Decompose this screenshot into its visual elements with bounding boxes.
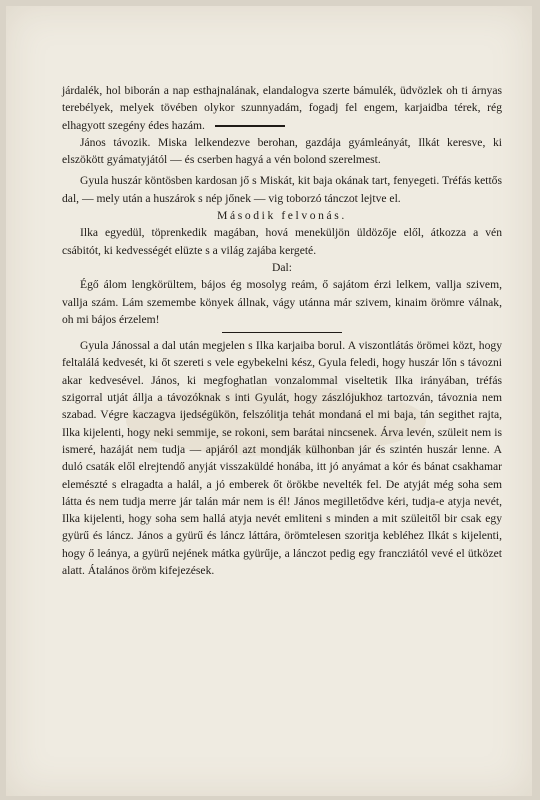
paragraph-gyula: Gyula huszár köntösben kardosan jő s Miskát, kit baja okának tart, fenyegeti. Tréfás kettős dal, — mely után a huszárok s nép jőnek — vig toborzó tánczot lejtve el. <box>62 174 502 205</box>
paragraph-continuation: járdalék, hol biborán a nap esthajnalának, elandalogva szerte bámulék, üdvözlek oh ti árnyas terebélyek, melyek tövében olykor szunnyadám, fogadj fel engem, karjaidba térek, rég elhagyott szegény édes hazám. <box>62 84 502 132</box>
song-heading: Dal: <box>272 260 292 274</box>
paragraph-reunion: Gyula Jánossal a dal után megjelen s Ilka karjaiba borul. A viszontlátás örömei közt, hogy feltalálá kedvesét, ki őt szereti s vele egybekelni kész, Gyula feledi, hogy huszár lőn s távozni akar kedvesével. János, ki megfoghatlan vonzalommal viseltetik Ilka irányában, tréfás szigorral utját állja a távozóknak s inti Gyulát, hogy zászlójukhoz tartozván, távoznia nem szabad. Végre kaczagva ijedségükön, felszólitja tehát mondaná el mi baja, tán segithet rajta, Ilka kijelenti, hogy neki semmije, se rokoni, sem barátai nincsenek. Árva levén, szüleit nem is ismeré, hazáját nem tudja — apjáról azt mondják külhonban jár és szintén huszár lenne. A duló csaták elől elrejtendő anyját visszaküldé honába, itt jó anyámat a kór és bánat csakhamar elemészté s elragadta a halál, a jó emberek őt örökbe nevelték fel. De atyját még soha sem látta és nem tudja merre jár talán már nem is él! János megilletődve kéri, tudja-e atyja nevét, Ilka kijelenti, hogy soha sem hallá atyja nevét emliteni s minden a mit szüleitől bir csak egy gyürű és láncz. János a gyürű és láncz láttára, örömtelesen szoritja kebléhez Ilkát s kijelenti, hogy ő leánya, a gyürű nejének mátka gyürűje, a lánczot pedig egy francziától vevé el ütközet alatt. Átalános öröm kifejezések. <box>62 339 502 578</box>
song-lyrics: Égő álom lengkörültem, bájos ég mosolyg reám, ő sajátom érzi lelkem, vallja szivem, vallja szám. Lám szemembe könyek állnak, vágy utánna már szivem, kinaim örömre válnak, oh mi bájos érzelem! <box>62 278 502 326</box>
separator-rule <box>215 125 285 127</box>
paragraph-ilka: Ilka egyedül, töprenkedik magában, hová meneküljön üldözője elől, átkozza a vén csábitót, ki kedvességét elüzte s a világ zajába kergeté. <box>62 226 502 257</box>
document-page <box>6 6 532 796</box>
song-divider <box>222 332 342 333</box>
paragraph-janos: János távozik. Miska lelkendezve berohan, gazdája gyámleányát, Ilkát keresve, ki elszökött gyámatyjától — és cserben hagyá a vén bolond szerelmest. <box>62 135 502 167</box>
act-heading: Második felvonás. <box>217 209 347 223</box>
document-body <box>62 82 502 579</box>
